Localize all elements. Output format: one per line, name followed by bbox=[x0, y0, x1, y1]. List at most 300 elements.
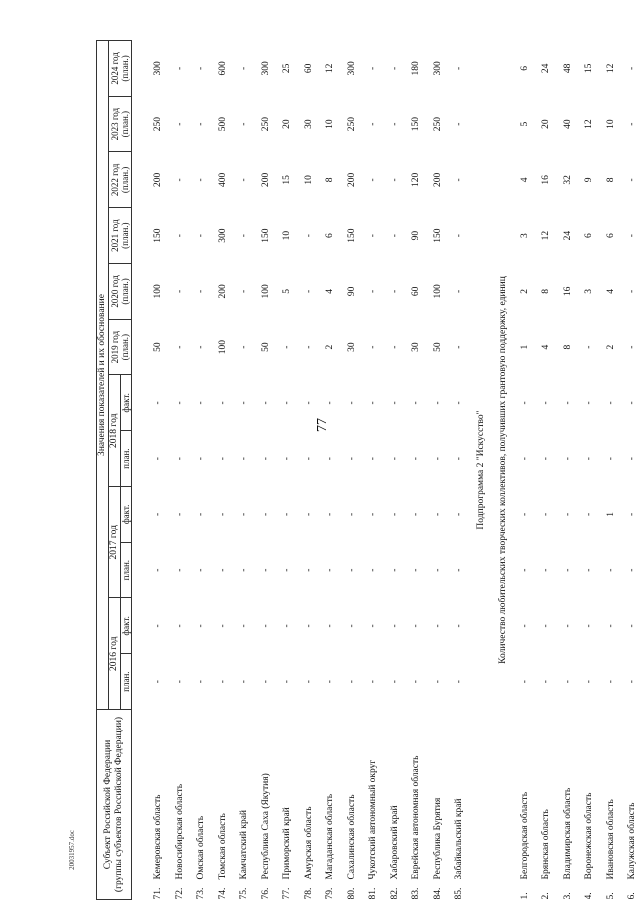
year-label-2022: 2022 год bbox=[110, 163, 120, 197]
value-cell: - bbox=[432, 512, 443, 516]
value-cell: - bbox=[174, 345, 185, 349]
value-cell: - bbox=[368, 234, 379, 238]
value-cell: 8 bbox=[562, 344, 573, 350]
value-cell: - bbox=[217, 624, 228, 628]
value-cell: 200 bbox=[432, 172, 443, 187]
value-cell: - bbox=[627, 512, 638, 516]
value-cell: 30 bbox=[346, 342, 357, 352]
value-cell: 8 bbox=[325, 177, 336, 183]
value-cell: - bbox=[260, 512, 271, 516]
value-cell: - bbox=[541, 568, 552, 572]
value-cell: - bbox=[282, 680, 293, 684]
value-cell: - bbox=[562, 401, 573, 405]
value-cell: 50 bbox=[432, 342, 443, 352]
subject-header-line1: Субъект Российской Федерации bbox=[103, 739, 113, 870]
value-cell: - bbox=[153, 457, 164, 461]
region-name: Новосибирская область bbox=[174, 783, 185, 880]
value-cell: - bbox=[217, 457, 228, 461]
value-cell: 9 bbox=[584, 177, 595, 183]
value-cell: - bbox=[303, 457, 314, 461]
value-cell: - bbox=[260, 680, 271, 684]
region-name: Владимирская область bbox=[562, 787, 573, 880]
value-cell: - bbox=[627, 289, 638, 293]
value-cell: - bbox=[389, 512, 400, 516]
value-cell: 10 bbox=[325, 119, 336, 129]
table-header bbox=[97, 41, 132, 900]
value-cell: 60 bbox=[411, 286, 422, 297]
value-cell: - bbox=[239, 624, 250, 628]
year-header-2024 bbox=[109, 41, 132, 97]
value-cell: - bbox=[519, 624, 530, 628]
value-cell: 50 bbox=[260, 342, 271, 352]
value-cell: - bbox=[153, 568, 164, 572]
value-cell: - bbox=[368, 289, 379, 293]
value-cell: - bbox=[196, 624, 207, 628]
row-number: 84. bbox=[432, 887, 443, 900]
region-name: Камчатский край bbox=[239, 810, 250, 880]
value-cell: 200 bbox=[153, 172, 164, 187]
region-name: Республика Саха (Якутия) bbox=[260, 773, 271, 880]
value-cell: - bbox=[454, 457, 465, 461]
table-row bbox=[515, 41, 537, 900]
value-cell: - bbox=[389, 345, 400, 349]
table-row bbox=[277, 41, 299, 900]
value-cell: 90 bbox=[346, 286, 357, 297]
value-cell: - bbox=[174, 66, 185, 70]
value-cell: - bbox=[239, 178, 250, 182]
value-cell: - bbox=[584, 457, 595, 461]
value-cell: - bbox=[562, 568, 573, 572]
value-cell: - bbox=[368, 624, 379, 628]
year-label-2021: 2021 год bbox=[110, 219, 120, 252]
value-cell: - bbox=[389, 680, 400, 684]
value-cell: - bbox=[174, 234, 185, 238]
value-cell: - bbox=[303, 234, 314, 238]
year-label-2019: 2019 год bbox=[110, 330, 120, 364]
value-cell: - bbox=[454, 234, 465, 238]
value-cell: - bbox=[239, 568, 250, 572]
subsection-row bbox=[493, 41, 515, 900]
value-cell: 30 bbox=[411, 342, 422, 352]
year-sub-2021: (план.) bbox=[120, 222, 130, 249]
value-cell: - bbox=[584, 401, 595, 405]
value-cell: - bbox=[627, 66, 638, 70]
value-cell: - bbox=[282, 345, 293, 349]
value-cell: 16 bbox=[562, 286, 573, 297]
value-cell: - bbox=[325, 401, 336, 405]
value-cell: - bbox=[303, 345, 314, 349]
value-cell: - bbox=[368, 178, 379, 182]
value-cell: - bbox=[541, 457, 552, 461]
table-row bbox=[320, 41, 342, 900]
year-sub-2019: (план.) bbox=[120, 333, 130, 361]
row-number: 2. bbox=[541, 892, 552, 900]
value-cell: - bbox=[627, 457, 638, 461]
value-cell: - bbox=[239, 457, 250, 461]
value-cell: 10 bbox=[282, 230, 293, 241]
row-number: 81. bbox=[368, 887, 379, 900]
value-cell: - bbox=[562, 457, 573, 461]
value-cell: 50 bbox=[153, 342, 164, 352]
value-cell: - bbox=[303, 680, 314, 684]
value-cell: - bbox=[454, 512, 465, 516]
value-cell: 3 bbox=[584, 289, 595, 294]
value-cell: - bbox=[519, 568, 530, 572]
value-cell: 6 bbox=[519, 66, 530, 71]
row-number: 85. bbox=[454, 887, 465, 900]
value-cell: - bbox=[282, 512, 293, 516]
value-cell: - bbox=[303, 401, 314, 405]
year-header-2021 bbox=[109, 208, 132, 264]
table-row bbox=[213, 41, 235, 900]
sub-header-2017-fact: факт. bbox=[121, 487, 132, 543]
value-cell: - bbox=[346, 624, 357, 628]
value-cell: - bbox=[346, 457, 357, 461]
value-cell: 500 bbox=[217, 117, 228, 132]
value-cell: - bbox=[282, 568, 293, 572]
value-cell: 4 bbox=[325, 289, 336, 294]
value-cell: - bbox=[174, 289, 185, 293]
value-cell: - bbox=[584, 512, 595, 516]
value-cell: - bbox=[605, 624, 616, 628]
value-cell: - bbox=[260, 568, 271, 572]
region-name: Сахалинская область bbox=[346, 794, 357, 880]
value-cell: - bbox=[627, 624, 638, 628]
sub-header-2017-plan: план. bbox=[121, 542, 132, 598]
value-cell: 1 bbox=[519, 344, 530, 350]
value-cell: - bbox=[368, 457, 379, 461]
value-cell: 4 bbox=[605, 289, 616, 294]
sub-header-2018-plan: план. bbox=[121, 431, 132, 487]
value-cell: 300 bbox=[346, 61, 357, 76]
value-cell: 100 bbox=[217, 340, 228, 355]
value-cell: 250 bbox=[432, 117, 443, 132]
value-cell: 100 bbox=[260, 284, 271, 299]
value-cell: - bbox=[346, 568, 357, 572]
value-cell: 2 bbox=[325, 344, 336, 350]
value-cell: - bbox=[303, 568, 314, 572]
row-number: 71. bbox=[153, 887, 164, 900]
value-cell: 20 bbox=[541, 119, 552, 129]
value-cell: - bbox=[217, 401, 228, 405]
value-cell: - bbox=[368, 401, 379, 405]
value-cell: - bbox=[389, 457, 400, 461]
value-cell: 6 bbox=[605, 233, 616, 238]
value-cell: - bbox=[432, 457, 443, 461]
value-cell: - bbox=[627, 680, 638, 684]
value-cell: - bbox=[325, 568, 336, 572]
value-cell: 60 bbox=[303, 63, 314, 74]
value-cell: - bbox=[346, 680, 357, 684]
value-cell: - bbox=[541, 680, 552, 684]
year-label-2020: 2020 год bbox=[110, 275, 120, 308]
value-cell: - bbox=[389, 234, 400, 238]
value-cell: 4 bbox=[541, 344, 552, 350]
region-name: Кемеровская область bbox=[153, 794, 164, 880]
table-row bbox=[428, 41, 450, 900]
value-cell: 250 bbox=[260, 117, 271, 132]
value-cell: - bbox=[605, 457, 616, 461]
value-cell: - bbox=[239, 680, 250, 684]
value-cell: - bbox=[217, 512, 228, 516]
value-cell: - bbox=[196, 345, 207, 349]
value-cell: - bbox=[325, 512, 336, 516]
table-row bbox=[385, 41, 407, 900]
value-cell: 16 bbox=[541, 175, 552, 185]
value-cell: 2 bbox=[605, 344, 616, 350]
value-cell: - bbox=[196, 122, 207, 126]
value-cell: 25 bbox=[282, 63, 293, 74]
value-cell: - bbox=[239, 345, 250, 349]
indicator-table bbox=[96, 40, 640, 900]
value-cell: - bbox=[584, 624, 595, 628]
value-cell: 12 bbox=[605, 63, 616, 74]
value-cell: 24 bbox=[541, 63, 552, 74]
value-cell: - bbox=[196, 66, 207, 70]
value-cell: - bbox=[239, 512, 250, 516]
value-cell: 300 bbox=[432, 61, 443, 76]
row-number: 72. bbox=[174, 887, 185, 900]
value-cell: 120 bbox=[411, 172, 422, 187]
value-cell: - bbox=[174, 512, 185, 516]
year-header-2022 bbox=[109, 152, 132, 208]
row-number: 5. bbox=[605, 892, 616, 900]
value-cell: - bbox=[584, 345, 595, 349]
region-name: Брянская область bbox=[541, 809, 552, 880]
value-cell: - bbox=[432, 568, 443, 572]
region-name: Воронежская область bbox=[584, 792, 595, 880]
value-cell: - bbox=[153, 680, 164, 684]
value-cell: 8 bbox=[605, 177, 616, 183]
year-label-2024: 2024 год bbox=[110, 52, 120, 85]
value-cell: - bbox=[519, 680, 530, 684]
value-cell: - bbox=[239, 66, 250, 70]
table-row bbox=[579, 41, 601, 900]
value-cell: 32 bbox=[562, 175, 573, 185]
value-cell: - bbox=[389, 568, 400, 572]
values-group-header: Значения показателей и их обоснование bbox=[97, 41, 109, 710]
year-header-2016: 2016 год bbox=[109, 598, 121, 710]
value-cell: - bbox=[217, 680, 228, 684]
value-cell: - bbox=[627, 234, 638, 238]
value-cell: 150 bbox=[432, 228, 443, 243]
value-cell: 300 bbox=[260, 61, 271, 76]
value-cell: - bbox=[174, 680, 185, 684]
value-cell: - bbox=[411, 624, 422, 628]
value-cell: - bbox=[174, 568, 185, 572]
rotated-table-container bbox=[96, 40, 638, 900]
value-cell: 5 bbox=[282, 289, 293, 294]
value-cell: - bbox=[368, 345, 379, 349]
value-cell: - bbox=[239, 234, 250, 238]
section-title: Подпрограмма 2 "Искусство" bbox=[476, 410, 486, 530]
value-cell: 40 bbox=[562, 119, 573, 129]
table-row bbox=[449, 41, 471, 900]
row-number: 83. bbox=[411, 887, 422, 900]
value-cell: - bbox=[454, 178, 465, 182]
value-cell: 150 bbox=[260, 228, 271, 243]
region-name: Забайкальский край bbox=[454, 798, 465, 880]
value-cell: 200 bbox=[346, 172, 357, 187]
value-cell: - bbox=[282, 624, 293, 628]
table-row bbox=[536, 41, 558, 900]
value-cell: 5 bbox=[519, 121, 530, 127]
value-cell: - bbox=[239, 122, 250, 126]
value-cell: - bbox=[454, 66, 465, 70]
row-number: 1. bbox=[519, 892, 530, 900]
value-cell: 24 bbox=[562, 230, 573, 241]
region-name: Амурская область bbox=[303, 806, 314, 880]
region-name: Хабаровский край bbox=[389, 805, 400, 880]
value-cell: 10 bbox=[605, 119, 616, 129]
value-cell: - bbox=[196, 568, 207, 572]
value-cell: - bbox=[196, 512, 207, 516]
value-cell: 150 bbox=[346, 228, 357, 243]
row-number: 80. bbox=[346, 887, 357, 900]
value-cell: - bbox=[584, 568, 595, 572]
value-cell: - bbox=[174, 401, 185, 405]
row-number: 77. bbox=[282, 887, 293, 900]
year-sub-2023: (план.) bbox=[120, 110, 130, 138]
region-name: Еврейская автономная область bbox=[411, 755, 422, 880]
sub-header-2018-fact: факт. bbox=[121, 375, 132, 431]
value-cell: - bbox=[562, 512, 573, 516]
value-cell: - bbox=[389, 122, 400, 126]
value-cell: - bbox=[368, 122, 379, 126]
year-label-2023: 2023 год bbox=[110, 107, 120, 141]
value-cell: - bbox=[411, 401, 422, 405]
value-cell: - bbox=[303, 289, 314, 293]
value-cell: 300 bbox=[217, 228, 228, 243]
value-cell: 200 bbox=[217, 284, 228, 299]
subject-header-line2: (группы субъектов Российской Федерации) bbox=[114, 716, 124, 893]
value-cell: - bbox=[454, 680, 465, 684]
value-cell: - bbox=[389, 401, 400, 405]
subsection-title: Количество любительских творческих коллективов, получивших грантовую поддержку, единиц bbox=[498, 276, 508, 664]
region-name: Калужская область bbox=[627, 802, 638, 880]
row-number: 4. bbox=[584, 892, 595, 900]
table-row bbox=[256, 41, 278, 900]
year-header-2023 bbox=[109, 96, 132, 152]
value-cell: 4 bbox=[519, 177, 530, 183]
region-name: Белгородская область bbox=[519, 791, 530, 880]
value-cell: 15 bbox=[282, 175, 293, 185]
year-sub-2024: (план.) bbox=[120, 55, 130, 82]
value-cell: - bbox=[627, 178, 638, 182]
year-header-2019 bbox=[109, 319, 132, 375]
value-cell: 300 bbox=[153, 61, 164, 76]
table-row bbox=[299, 41, 321, 900]
value-cell: - bbox=[282, 401, 293, 405]
value-cell: - bbox=[346, 512, 357, 516]
value-cell: - bbox=[432, 624, 443, 628]
page-number: 77 bbox=[315, 418, 330, 432]
value-cell: - bbox=[325, 624, 336, 628]
value-cell: - bbox=[260, 624, 271, 628]
value-cell: - bbox=[519, 401, 530, 405]
value-cell: - bbox=[368, 680, 379, 684]
value-cell: - bbox=[541, 624, 552, 628]
value-cell: - bbox=[541, 512, 552, 516]
region-name: Республика Бурятия bbox=[432, 797, 443, 880]
value-cell: 10 bbox=[303, 175, 314, 185]
region-name: Томская область bbox=[217, 813, 228, 880]
value-cell: - bbox=[282, 457, 293, 461]
value-cell: - bbox=[541, 401, 552, 405]
value-cell: - bbox=[432, 680, 443, 684]
region-name: Приморский край bbox=[282, 807, 293, 880]
value-cell: - bbox=[605, 680, 616, 684]
value-cell: 6 bbox=[325, 233, 336, 238]
row-number: 74. bbox=[217, 887, 228, 900]
value-cell: - bbox=[174, 457, 185, 461]
value-cell: - bbox=[454, 568, 465, 572]
value-cell: - bbox=[519, 457, 530, 461]
value-cell: 3 bbox=[519, 233, 530, 238]
value-cell: 30 bbox=[303, 119, 314, 129]
value-cell: - bbox=[303, 624, 314, 628]
value-cell: 90 bbox=[411, 230, 422, 241]
table-row bbox=[601, 41, 623, 900]
value-cell: 180 bbox=[411, 61, 422, 76]
value-cell: - bbox=[411, 512, 422, 516]
value-cell: 100 bbox=[432, 284, 443, 299]
row-number: 6. bbox=[627, 892, 638, 900]
value-cell: 150 bbox=[411, 117, 422, 132]
value-cell: - bbox=[411, 457, 422, 461]
value-cell: - bbox=[605, 568, 616, 572]
value-cell: 15 bbox=[584, 63, 595, 74]
value-cell: - bbox=[346, 401, 357, 405]
subject-column-header bbox=[97, 710, 132, 900]
value-cell: - bbox=[260, 401, 271, 405]
row-number: 76. bbox=[260, 887, 271, 900]
table-row bbox=[191, 41, 213, 900]
value-cell: - bbox=[368, 66, 379, 70]
table-row bbox=[622, 41, 640, 900]
value-cell: 48 bbox=[562, 63, 573, 74]
value-cell: - bbox=[153, 512, 164, 516]
value-cell: - bbox=[389, 178, 400, 182]
value-cell: - bbox=[627, 401, 638, 405]
row-number: 82. bbox=[389, 887, 400, 900]
value-cell: - bbox=[411, 568, 422, 572]
value-cell: 12 bbox=[325, 63, 336, 74]
value-cell: - bbox=[196, 680, 207, 684]
value-cell: - bbox=[605, 401, 616, 405]
value-cell: - bbox=[411, 680, 422, 684]
value-cell: - bbox=[153, 401, 164, 405]
value-cell: 200 bbox=[260, 172, 271, 187]
value-cell: - bbox=[454, 624, 465, 628]
value-cell: - bbox=[196, 234, 207, 238]
year-sub-2022: (план.) bbox=[120, 166, 130, 194]
table-row bbox=[170, 41, 192, 900]
region-name: Омская область bbox=[196, 815, 207, 880]
row-number: 78. bbox=[303, 887, 314, 900]
value-cell: 12 bbox=[541, 230, 552, 241]
value-cell: - bbox=[325, 680, 336, 684]
value-cell: - bbox=[196, 178, 207, 182]
value-cell: - bbox=[627, 345, 638, 349]
table-row bbox=[363, 41, 385, 900]
value-cell: - bbox=[389, 289, 400, 293]
value-cell: - bbox=[519, 512, 530, 516]
value-cell: - bbox=[432, 401, 443, 405]
value-cell: 250 bbox=[346, 117, 357, 132]
value-cell: 600 bbox=[217, 61, 228, 76]
region-name: Магаданская область bbox=[325, 793, 336, 880]
